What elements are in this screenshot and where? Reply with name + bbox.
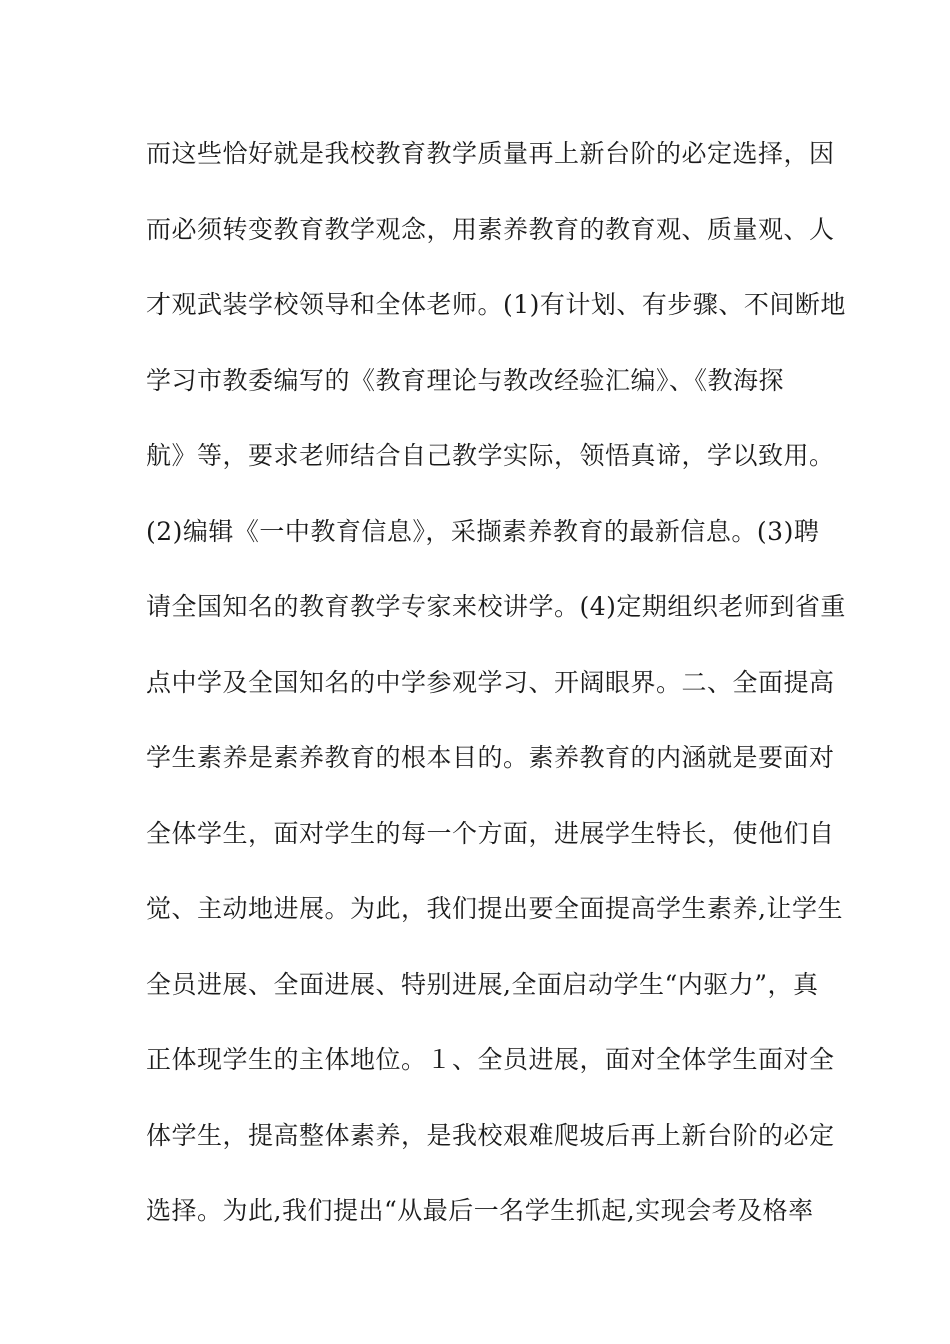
text-line-6: (2)编辑《一中教育信息》，采撷素养教育的最新信息。(3)聘 [146, 516, 820, 546]
text-line-2: 而必须转变教育教学观念，用素养教育的教育观、质量观、人 [146, 214, 835, 244]
text-line-3: 才观武装学校领导和全体老师。(1)有计划、有步骤、不间断地 [146, 290, 846, 319]
text-line-9: 学生素养是素养教育的根本目的。素养教育的内涵就是要面对 [146, 743, 835, 772]
text-line-5: 航》等，要求老师结合自己教学实际，领悟真谛，学以致用。 [146, 441, 835, 470]
text-line-13: 正体现学生的主体地位。１、全员进展，面对全体学生面对全 [146, 1045, 835, 1074]
text-line-12: 全员进展、全面进展、特别进展,全面启动学生“内驱力”，真 [146, 969, 819, 999]
text-line-11: 觉、主动地进展。为此，我们提出要全面提高学生素养,让学生 [146, 894, 843, 923]
text-line-14: 体学生，提高整体素养，是我校艰难爬坡后再上新台阶的必定 [146, 1120, 835, 1150]
text-line-15: 选择。为此,我们提出“从最后一名学生抓起,实现会考及格率 [146, 1196, 814, 1225]
text-line-1: 而这些恰好就是我校教育教学质量再上新台阶的必定选择，因 [146, 139, 835, 168]
text-line-8: 点中学及全国知名的中学参观学习、开阔眼界。二、全面提高 [146, 667, 835, 697]
text-line-10: 全体学生，面对学生的每一个方面，进展学生特长，使他们自 [146, 818, 835, 848]
text-line-4: 学习市教委编写的《教育理论与教改经验汇编》、《教海探 [146, 365, 785, 395]
text-line-7: 请全国知名的教育教学专家来校讲学。(4)定期组织老师到省重 [146, 592, 846, 621]
